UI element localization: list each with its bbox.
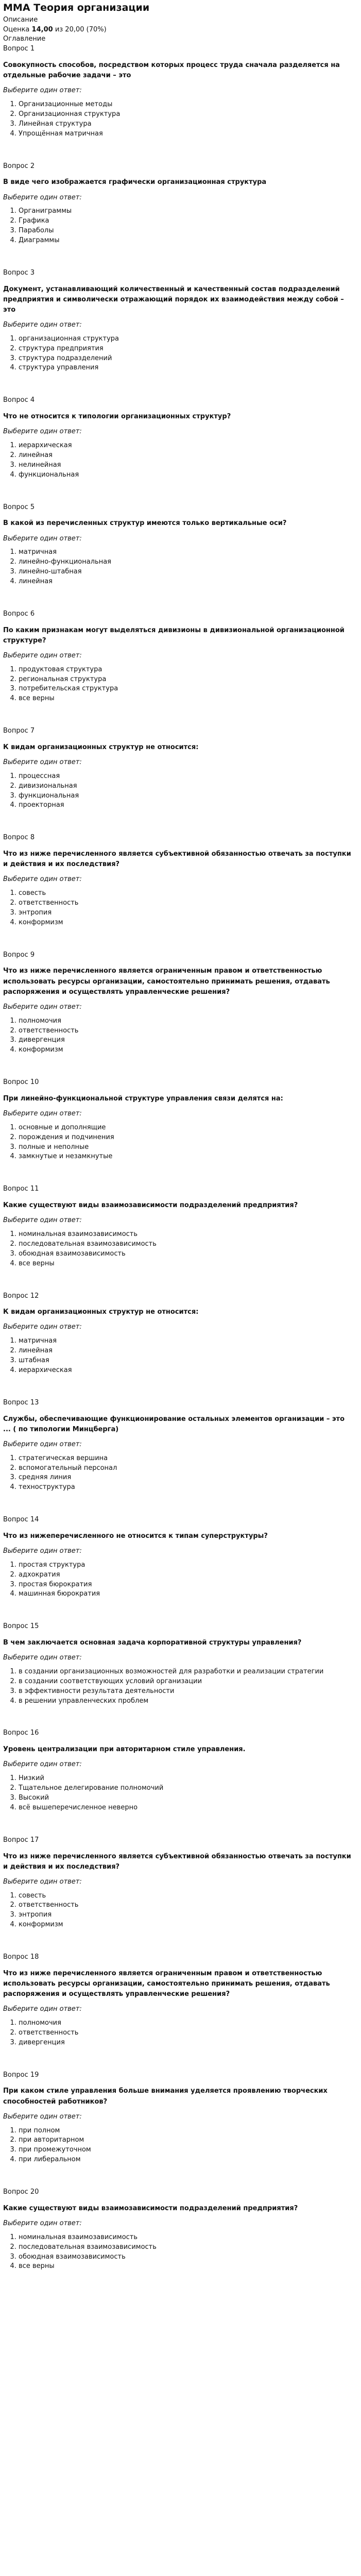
answer-option: 2. адхократия (19, 1570, 358, 1580)
question-block (3, 162, 358, 246)
answer-prompt: Выберите один ответ: (3, 1323, 82, 1331)
answer-option: 1. организационная структура (19, 334, 358, 344)
answer-option: 2. Графика (19, 216, 358, 226)
question-block (3, 1292, 358, 1376)
question-number: Вопрос 15 (3, 1622, 39, 1631)
answer-option: 4. машинная бюрократия (19, 1589, 358, 1599)
question-block (3, 2071, 358, 2165)
answer-option: 1. совесть (19, 1891, 358, 1901)
answer-options (3, 1016, 358, 1055)
answer-options (3, 1336, 358, 1375)
answer-option: 3. энтропия (19, 1910, 358, 1920)
answer-option: 1. стратегическая вершина (19, 1454, 358, 1464)
answer-option: 1. при полном (19, 2126, 358, 2136)
answer-option: 2. последовательная взаимозависимость (19, 1240, 358, 1249)
answer-options (3, 1454, 358, 1493)
answer-prompt: Выберите один ответ: (3, 2219, 82, 2227)
answer-option: 2. в создании соответствующих условий организации (19, 1677, 358, 1687)
answer-prompt: Выберите один ответ: (3, 2112, 82, 2121)
answer-options (3, 334, 358, 373)
question-number: Вопрос 2 (3, 162, 35, 170)
score-rest: из 20,00 (70%) (55, 25, 107, 33)
answer-option: 3. дивергенция (19, 1036, 358, 1045)
question-text: В чем заключается основная задача корпоративной структуры управления? (3, 1639, 302, 1647)
answer-option: 1. иерархическая (19, 441, 358, 451)
answer-option: 3. полные и неполные (19, 1143, 358, 1153)
answer-options (3, 1667, 358, 1706)
answer-options (3, 1774, 358, 1812)
answer-option: 1. продуктовая структура (19, 665, 358, 675)
answer-prompt: Выберите один ответ: (3, 758, 82, 767)
answer-options (3, 665, 358, 704)
answer-option: 3. обоюдная взаимозависимость (19, 1249, 358, 1259)
answer-options (3, 2126, 358, 2165)
answer-option: 3. потребительская структура (19, 684, 358, 694)
toc-link[interactable]: Оглавление (3, 35, 46, 43)
answer-option: 1. Органиграммы (19, 207, 358, 216)
answer-options (3, 2233, 358, 2272)
answer-option: 4. иерархическая (19, 1366, 358, 1376)
answer-option: 3. линейно-штабная (19, 567, 358, 577)
answer-prompt: Выберите один ответ: (3, 1110, 82, 1118)
answer-option: 3. штабная (19, 1356, 358, 1366)
question-block (3, 1622, 358, 1706)
question-number: Вопрос 16 (3, 1729, 39, 1737)
answer-option: 4. проекторная (19, 801, 358, 810)
question-block (3, 1078, 358, 1162)
answer-option: 3. Высокий (19, 1793, 358, 1803)
question-number: Вопрос 6 (3, 609, 35, 618)
question-block (3, 951, 358, 1055)
question-text: Совокупность способов, посредством которых процесс труда сначала разделяется на отдельные рабочие задачи – это (3, 61, 340, 80)
question-block (3, 1398, 358, 1493)
answer-prompt: Выберите один ответ: (3, 321, 82, 329)
answer-prompt: Выберите один ответ: (3, 1547, 82, 1555)
answer-option: 1. в создании организационных возможностей для разработки и реализации стратегии (19, 1667, 358, 1677)
answer-prompt: Выберите один ответ: (3, 534, 82, 543)
answer-option: 2. Тщательное делегирование полномочий (19, 1784, 358, 1793)
answer-option: 4. конформизм (19, 918, 358, 928)
answer-options (3, 441, 358, 480)
answer-option: 3. Параболы (19, 226, 358, 236)
answer-option: 3. энтропия (19, 908, 358, 918)
question-number: Вопрос 18 (3, 1953, 39, 1961)
question-text: Что не относится к типологии организационных структур? (3, 413, 231, 421)
question-text: К видам организационных структур не относится: (3, 1308, 199, 1316)
answer-options (3, 2019, 358, 2048)
answer-option: 4. все верны (19, 2262, 358, 2272)
answer-option: 4. конформизм (19, 1045, 358, 1055)
answer-option: 4. функциональная (19, 470, 358, 480)
answer-prompt: Выберите один ответ: (3, 1877, 82, 1886)
answer-options (3, 1123, 358, 1162)
answer-option: 2. ответственность (19, 1901, 358, 1910)
answer-prompt: Выберите один ответ: (3, 1216, 82, 1225)
question-text: Какие существуют виды взаимозависимости подразделений предприятия? (3, 2204, 298, 2212)
answer-option: 1. Организационные методы (19, 100, 358, 110)
question-text: По каким признакам могут выделяться дивизионы в дивизиональной организационной структуре? (3, 626, 345, 645)
question-block (3, 268, 358, 373)
question-text: Документ, устанавливающий количественный и качественный состав подразделений предприятия и символически отражающий порядок их взаимодействия между собой – это (3, 285, 344, 314)
meta-block (3, 15, 358, 35)
question-number: Вопрос 8 (3, 834, 35, 842)
answer-option: 1. номинальная взаимозависимость (19, 1230, 358, 1240)
answer-option: 4. линейная (19, 577, 358, 587)
question-number: Вопрос 11 (3, 1185, 39, 1193)
question-text: При линейно-функциональной структуре управления связи делятся на: (3, 1094, 283, 1103)
answer-option: 1. процессная (19, 772, 358, 782)
answer-option: 1. Низкий (19, 1774, 358, 1784)
question-number: Вопрос 14 (3, 1516, 39, 1524)
answer-option: 3. простая бюрократия (19, 1580, 358, 1590)
answer-prompt: Выберите один ответ: (3, 1654, 82, 1662)
answer-options (3, 1561, 358, 1599)
question-block (3, 1184, 358, 1268)
answer-option: 3. при промежуточном (19, 2145, 358, 2155)
question-number: Вопрос 7 (3, 727, 35, 735)
question-number: Вопрос 17 (3, 1836, 39, 1844)
answer-option: 2. Организационная структура (19, 110, 358, 120)
answer-option: 2. ответственность (19, 2028, 358, 2038)
question-text: Службы, обеспечивающие функционирование остальных элементов организации – это ... ( по типологии Минцберга) (3, 1415, 345, 1433)
score-label: Оценка (3, 25, 30, 33)
answer-option: 2. линейная (19, 1346, 358, 1356)
answer-prompt: Выберите один ответ: (3, 87, 82, 95)
answer-option: 1. полномочия (19, 2019, 358, 2028)
answer-option: 1. номинальная взаимозависимость (19, 2233, 358, 2243)
question-number: Вопрос 1 (3, 45, 35, 53)
answer-option: 4. в решении управленческих проблем (19, 1697, 358, 1706)
answer-prompt: Выберите один ответ: (3, 2005, 82, 2013)
answer-option: 1. матричная (19, 548, 358, 557)
question-block (3, 396, 358, 480)
answer-option: 2. региональная структура (19, 675, 358, 685)
question-block (3, 1728, 358, 1812)
question-block (3, 609, 358, 704)
answer-prompt: Выберите один ответ: (3, 1440, 82, 1448)
answer-option: 3. структура подразделений (19, 354, 358, 364)
answer-option: 2. последовательная взаимозависимость (19, 2243, 358, 2252)
answer-options (3, 100, 358, 139)
question-text: Что из нижеперечисленного не относится к типам суперструктуры? (3, 1532, 268, 1540)
answer-option: 2. линейно-функциональная (19, 557, 358, 567)
answer-option: 3. обоюдная взаимозависимость (19, 2252, 358, 2262)
answer-option: 4. при либеральном (19, 2155, 358, 2165)
answer-option: 4. структура управления (19, 363, 358, 373)
answer-options (3, 548, 358, 586)
question-number: Вопрос 12 (3, 1292, 39, 1300)
question-list (3, 44, 358, 2272)
question-block (3, 503, 358, 587)
answer-option: 1. полномочия (19, 1016, 358, 1026)
answer-option: 4. замкнутые и незамкнутые (19, 1152, 358, 1162)
answer-option: 2. дивизиональная (19, 782, 358, 791)
question-block (3, 1515, 358, 1599)
answer-option: 4. Упрощённая матричная (19, 129, 358, 139)
question-number: Вопрос 20 (3, 2188, 39, 2196)
answer-option: 2. ответственность (19, 899, 358, 908)
answer-prompt: Выберите один ответ: (3, 651, 82, 659)
answer-options (3, 889, 358, 927)
question-block (3, 726, 358, 810)
question-text: К видам организационных структур не относится: (3, 743, 199, 751)
question-text: Что из ниже перечисленного является ограниченным правом и ответственностью использовать ресурсы организации, самостоятельно принимать решения, отдавать распоряжения и осуществлять управленческие решения? (3, 967, 330, 996)
question-text: Что из ниже перечисленного является субъективной обязанностью отвечать за поступки и действия и их последствия? (3, 850, 351, 869)
answer-option: 4. все верны (19, 694, 358, 704)
answer-option: 2. структура предприятия (19, 344, 358, 354)
question-block (3, 833, 358, 927)
answer-option: 4. всё вышеперечисленное неверно (19, 1803, 358, 1813)
question-number: Вопрос 5 (3, 503, 35, 511)
answer-option: 2. линейная (19, 451, 358, 461)
score-line (3, 25, 358, 35)
answer-option: 3. средняя линия (19, 1473, 358, 1483)
question-text: Что из ниже перечисленного является ограниченным правом и ответственностью использовать ресурсы организации, самостоятельно принимать решения, отдавать распоряжения и осуществлять управленческие решения? (3, 1969, 330, 1998)
question-text: Уровень централизации при авторитарном стиле управления. (3, 1745, 246, 1754)
question-block (3, 1836, 358, 1930)
question-block (3, 2188, 358, 2272)
question-number: Вопрос 13 (3, 1398, 39, 1406)
question-text: В какой из перечисленных структур имеются только вертикальные оси? (3, 519, 287, 528)
answer-option: 2. порождения и подчинения (19, 1133, 358, 1143)
question-text: Что из ниже перечисленного является субъективной обязанностью отвечать за поступки и действия и их последствия? (3, 1852, 351, 1871)
question-number: Вопрос 4 (3, 396, 35, 404)
answer-prompt: Выберите один ответ: (3, 193, 82, 201)
question-text: Какие существуют виды взаимозависимости подразделений предприятия? (3, 1201, 298, 1210)
question-number: Вопрос 19 (3, 2071, 39, 2079)
page-title: ММА Теория организации (3, 2, 150, 13)
answer-option: 4. конформизм (19, 1920, 358, 1930)
question-text: При каком стиле управления больше внимания уделяется проявлению творческих способностей работников? (3, 2087, 328, 2106)
answer-option: 4. техноструктура (19, 1483, 358, 1493)
description-label: Описание (3, 15, 38, 24)
answer-option: 1. матричная (19, 1336, 358, 1346)
question-number: Вопрос 9 (3, 951, 35, 959)
answer-option: 2. при авторитарном (19, 2136, 358, 2145)
answer-option: 3. Линейная структура (19, 120, 358, 129)
answer-prompt: Выберите один ответ: (3, 1003, 82, 1011)
question-text: В виде чего изображается графически организационная структура (3, 178, 267, 187)
answer-options (3, 1230, 358, 1268)
score-value: 14,00 (31, 25, 53, 33)
answer-option: 1. совесть (19, 889, 358, 899)
answer-option: 3. дивергенция (19, 2038, 358, 2048)
answer-prompt: Выберите один ответ: (3, 875, 82, 884)
answer-option: 2. ответственность (19, 1026, 358, 1036)
answer-option: 2. вспомогательный персонал (19, 1464, 358, 1473)
answer-option: 3. нелинейная (19, 461, 358, 470)
answer-option: 3. функциональная (19, 791, 358, 801)
answer-option: 1. основные и дополнящие (19, 1123, 358, 1133)
answer-option: 1. простая структура (19, 1561, 358, 1570)
answer-options (3, 207, 358, 245)
question-number: Вопрос 10 (3, 1078, 39, 1087)
answer-options (3, 772, 358, 810)
answer-options (3, 1891, 358, 1930)
question-number: Вопрос 3 (3, 268, 35, 277)
answer-option: 3. в эффективности результата деятельности (19, 1687, 358, 1697)
answer-option: 4. все верны (19, 1259, 358, 1269)
answer-prompt: Выберите один ответ: (3, 1760, 82, 1769)
question-block (3, 44, 358, 139)
question-block (3, 1953, 358, 2048)
answer-option: 4. Диаграммы (19, 236, 358, 246)
answer-prompt: Выберите один ответ: (3, 428, 82, 436)
